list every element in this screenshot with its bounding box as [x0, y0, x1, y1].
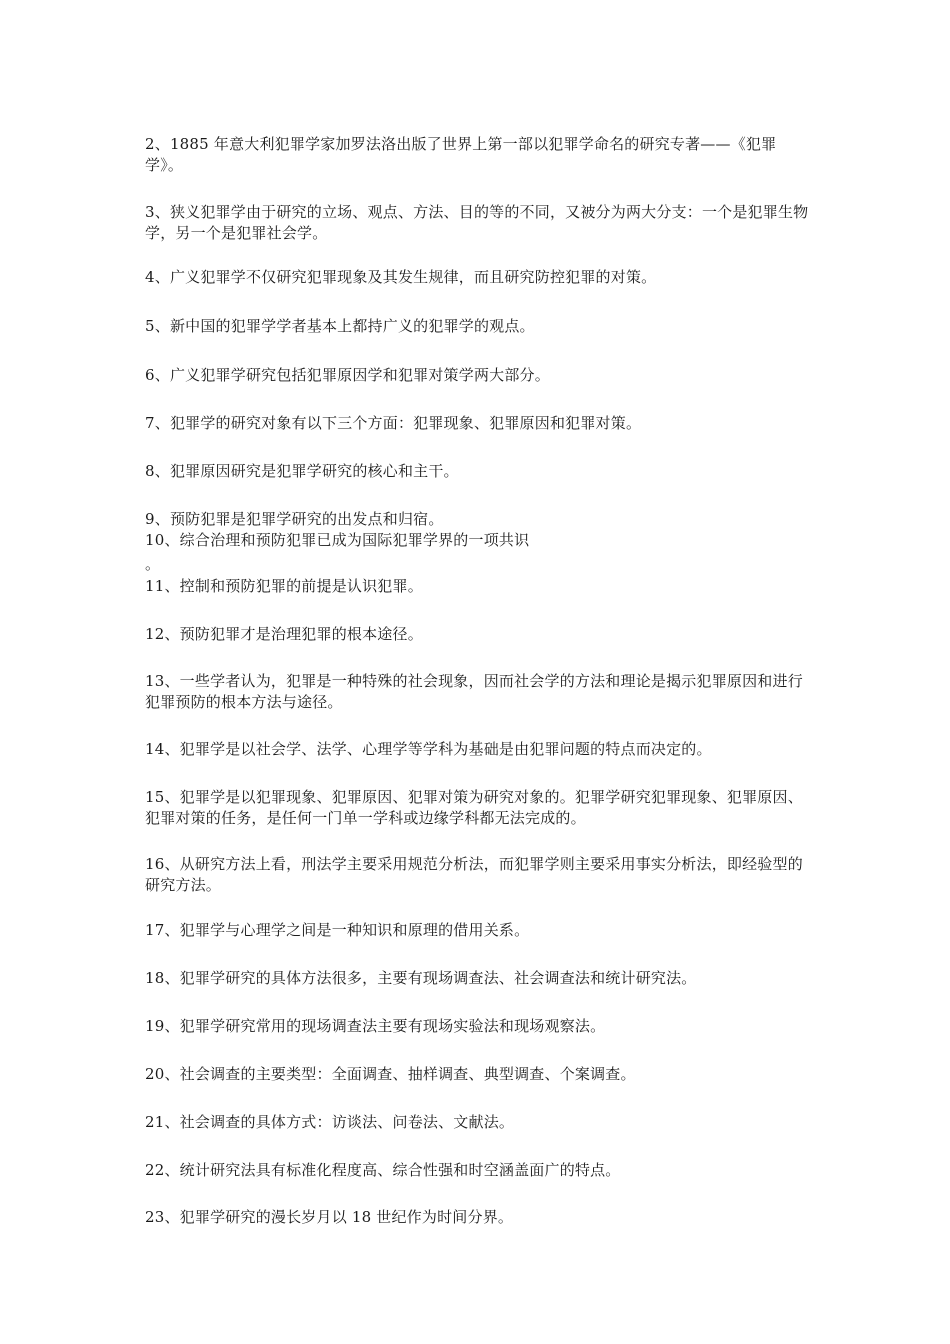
paragraph-20: 20、社会调查的主要类型：全面调查、抽样调查、典型调查、个案调查。	[145, 1065, 636, 1083]
paragraph-8: 8、犯罪原因研究是犯罪学研究的核心和主干。	[145, 462, 459, 480]
paragraph-15: 15、犯罪学是以犯罪现象、犯罪原因、犯罪对策为研究对象的。犯罪学研究犯罪现象、犯罪原因、犯罪对策的任务，是任何一门单一学科或边缘学科都无法完成的。	[145, 788, 803, 827]
paragraph-6: 6、广义犯罪学研究包括犯罪原因学和犯罪对策学两大部分。	[145, 366, 550, 384]
paragraph-7: 7、犯罪学的研究对象有以下三个方面：犯罪现象、犯罪原因和犯罪对策。	[145, 414, 642, 432]
paragraph-22: 22、统计研究法具有标准化程度高、综合性强和时空涵盖面广的特点。	[145, 1161, 621, 1179]
paragraph-13: 13、一些学者认为，犯罪是一种特殊的社会现象，因而社会学的方法和理论是揭示犯罪原因和进行犯罪预防的根本方法与途径。	[145, 672, 803, 711]
paragraph-9: 9、预防犯罪是犯罪学研究的出发点和归宿。	[145, 510, 444, 528]
paragraph-5: 5、新中国的犯罪学学者基本上都持广义的犯罪学的观点。	[145, 317, 535, 335]
paragraph-21: 21、社会调查的具体方式：访谈法、问卷法、文献法。	[145, 1113, 515, 1131]
paragraph-18: 18、犯罪学研究的具体方法很多，主要有现场调查法、社会调查法和统计研究法。	[145, 969, 697, 987]
paragraph-12: 12、预防犯罪才是治理犯罪的根本途径。	[145, 625, 423, 643]
paragraph-2: 2、1885 年意大利犯罪学家加罗法洛出版了世界上第一部以犯罪学命名的研究专著——《犯罪学》。	[145, 135, 777, 174]
paragraph-19: 19、犯罪学研究常用的现场调查法主要有现场实验法和现场观察法。	[145, 1017, 606, 1035]
paragraph-17: 17、犯罪学与心理学之间是一种知识和原理的借用关系。	[145, 921, 530, 939]
paragraph-14: 14、犯罪学是以社会学、法学、心理学等学科为基础是由犯罪问题的特点而决定的。	[145, 740, 712, 758]
paragraph-10-continuation: 。	[145, 555, 161, 573]
paragraph-3: 3、狭义犯罪学由于研究的立场、观点、方法、目的等的不同，又被分为两大分支：一个是犯罪生物学，另一个是犯罪社会学。	[145, 203, 809, 242]
paragraph-4: 4、广义犯罪学不仅研究犯罪现象及其发生规律，而且研究防控犯罪的对策。	[145, 268, 657, 286]
paragraph-23: 23、犯罪学研究的漫长岁月以 18 世纪作为时间分界。	[145, 1208, 514, 1226]
paragraph-10: 10、综合治理和预防犯罪已成为国际犯罪学界的一项共识	[145, 531, 530, 549]
paragraph-11: 11、控制和预防犯罪的前提是认识犯罪。	[145, 577, 423, 595]
paragraph-16: 16、从研究方法上看，刑法学主要采用规范分析法，而犯罪学则主要采用事实分析法，即经验型的研究方法。	[145, 855, 803, 894]
